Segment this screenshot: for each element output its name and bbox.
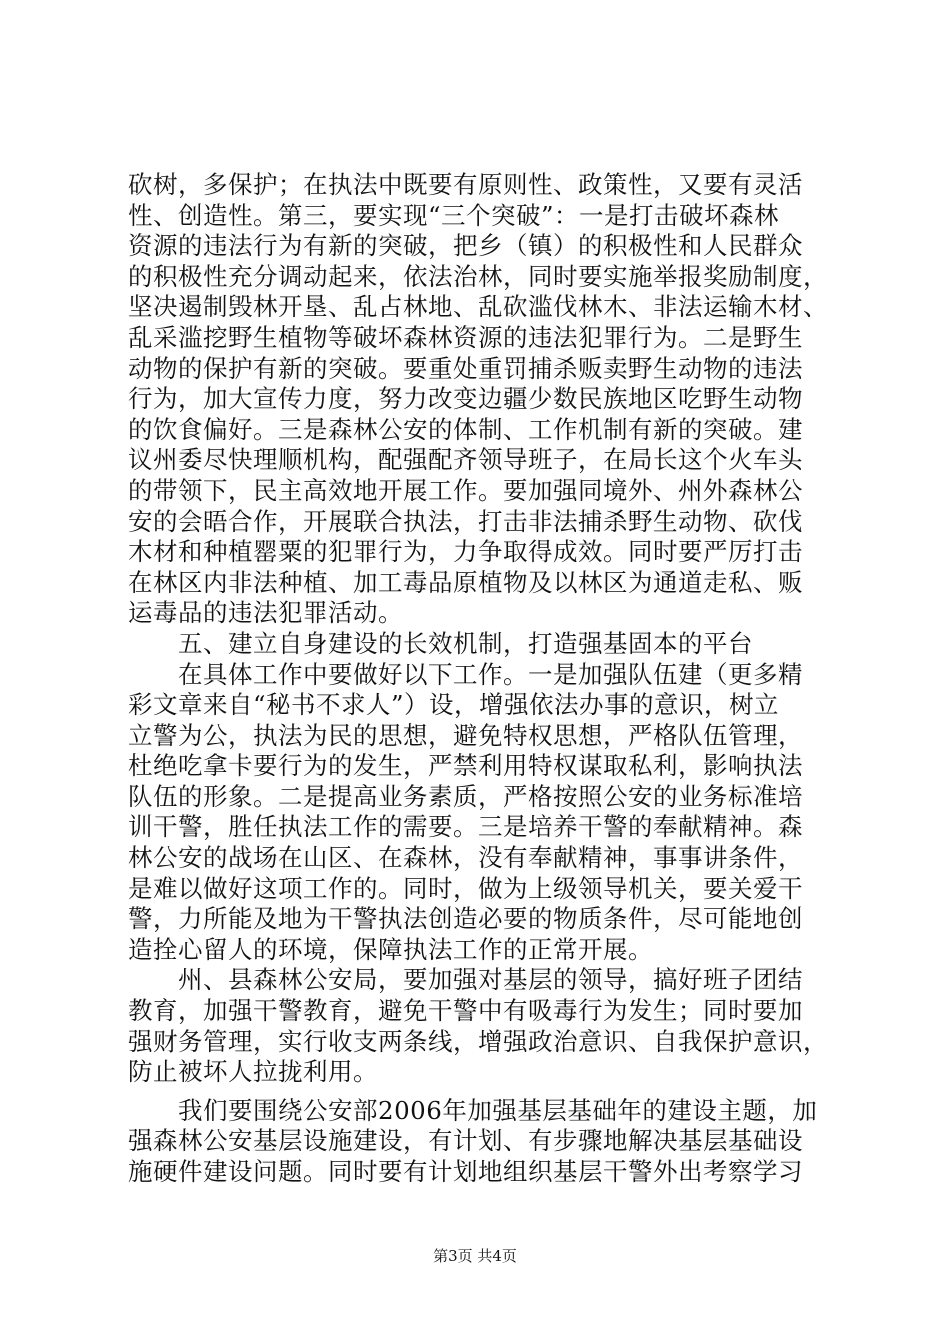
text-line: 的积极性充分调动起来，依法治林，同时要实施举报奖励制度， bbox=[128, 261, 828, 291]
text-line: 坚决遏制毁林开垦、乱占林地、乱砍滥伐林木、非法运输木材、 bbox=[128, 292, 828, 322]
text-line: 造拴心留人的环境，保障执法工作的正常开展。 bbox=[128, 934, 653, 964]
text-line: 木材和种植罂粟的犯罪行为，力争取得成效。同时要严厉打击 bbox=[128, 537, 803, 567]
text-line: 警，力所能及地为干警执法创造必要的物质条件，尽可能地创 bbox=[128, 904, 803, 934]
text-line: 安的会晤合作，开展联合执法，打击非法捕杀野生动物、砍伐 bbox=[128, 506, 803, 536]
text-line: 训干警，胜任执法工作的需要。三是培养干警的奉献精神。森 bbox=[128, 812, 803, 842]
text-line: 是难以做好这项工作的。同时，做为上级领导机关，要关爱干 bbox=[128, 873, 803, 903]
text-line: 议州委尽快理顺机构，配强配齐领导班子，在局长这个火车头 bbox=[128, 445, 803, 475]
text-line: 在林区内非法种植、加工毒品原植物及以林区为通道走私、贩 bbox=[128, 567, 803, 597]
text-line: 林公安的战场在山区、在森林，没有奉献精神，事事讲条件， bbox=[128, 843, 803, 873]
text-line: 教育，加强干警教育，避免干警中有吸毒行为发生；同时要加 bbox=[128, 996, 803, 1026]
text-line: 在具体工作中要做好以下工作。一是加强队伍建（更多精 bbox=[178, 659, 803, 689]
text-line: 砍树，多保护；在执法中既要有原则性、政策性，又要有灵活 bbox=[128, 170, 803, 199]
text-line: 彩文章来自“秘书不求人”）设，增强依法办事的意识，树立 bbox=[128, 690, 780, 720]
text-line: 州、县森林公安局，要加强对基层的领导，搞好班子团结 bbox=[178, 965, 803, 995]
text-line: 我们要围绕公安部2006年加强基层基础年的建设主题，加 bbox=[178, 1095, 818, 1125]
document-body bbox=[128, 170, 828, 1188]
text-line: 的饮食偏好。三是森林公安的体制、工作机制有新的突破。建 bbox=[128, 414, 803, 444]
text-line: 资源的违法行为有新的突破，把乡（镇）的积极性和人民群众 bbox=[128, 231, 803, 261]
text-line: 强森林公安基层设施建设，有计划、有步骤地解决基层基础设 bbox=[128, 1126, 803, 1156]
text-line: 防止被坏人拉拢利用。 bbox=[128, 1057, 378, 1087]
text-line: 杜绝吃拿卡要行为的发生，严禁利用特权谋取私利，影响执法 bbox=[128, 751, 803, 781]
text-line: 队伍的形象。二是提高业务素质，严格按照公安的业务标准培 bbox=[128, 781, 803, 811]
text-line: 动物的保护有新的突破。要重处重罚捕杀贩卖野生动物的违法 bbox=[128, 353, 803, 383]
text-line: 性、创造性。第三，要实现“三个突破”：一是打击破坏森林 bbox=[128, 200, 780, 230]
text-line: 行为，加大宣传力度，努力改变边疆少数民族地区吃野生动物 bbox=[128, 384, 803, 414]
text-line: 运毒品的违法犯罪活动。 bbox=[128, 598, 403, 628]
text-line: 的带领下，民主高效地开展工作。要加强同境外、州外森林公 bbox=[128, 475, 803, 505]
text-line: 乱采滥挖野生植物等破坏森林资源的违法犯罪行为。二是野生 bbox=[128, 322, 803, 352]
text-line: 立警为公，执法为民的思想，避免特权思想，严格队伍管理， bbox=[128, 720, 803, 750]
section-heading: 五、建立自身建设的长效机制，打造强基固本的平台 bbox=[178, 628, 753, 658]
text-line: 强财务管理，实行收支两条线，增强政治意识、自我保护意识， bbox=[128, 1026, 828, 1056]
text-line: 施硬件建设问题。同时要有计划地组织基层干警外出考察学习 bbox=[128, 1157, 803, 1186]
page-number-footer: 第3页 共4页 bbox=[433, 1247, 517, 1265]
